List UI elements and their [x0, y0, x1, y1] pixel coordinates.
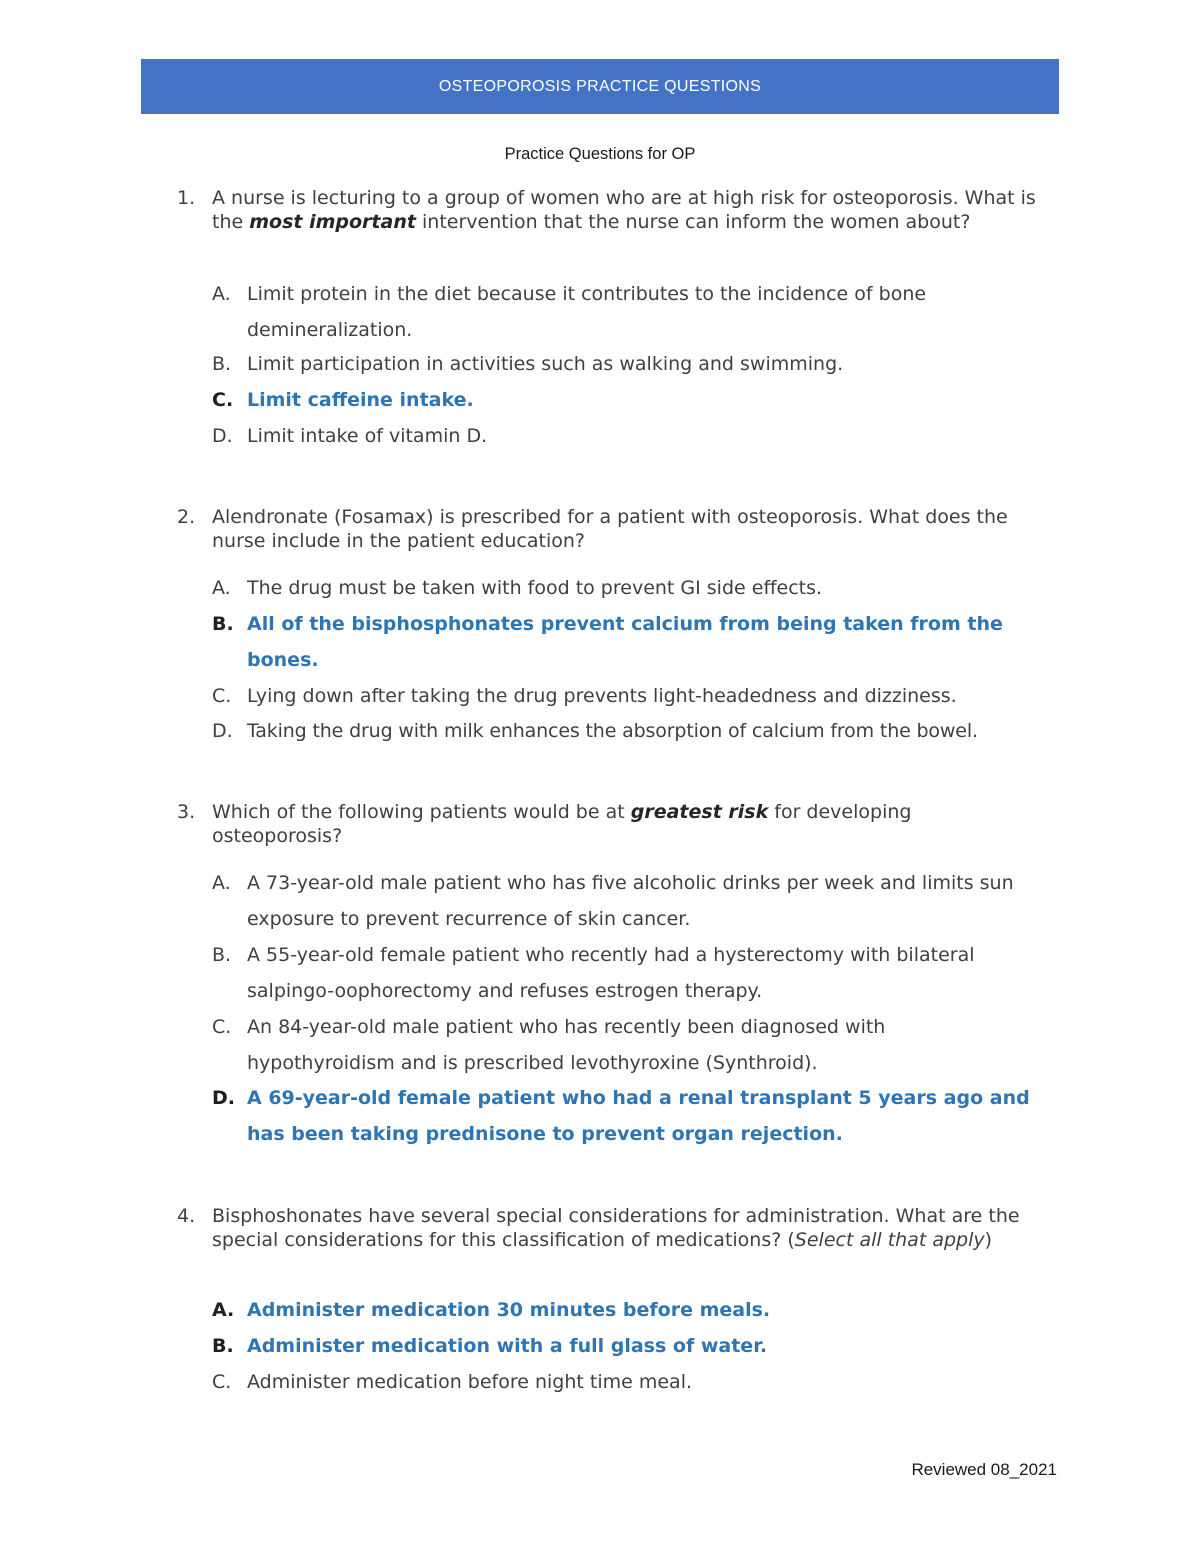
option-text: An 84-year-old male patient who has recently been diagnosed with hypothyroidism and is prescribed levothyroxine (Synthroid). — [247, 1016, 886, 1074]
option-text: A 73-year-old male patient who has five alcoholic drinks per week and limits sun exposure to prevent recurrence of skin cancer. — [247, 872, 1014, 930]
option-letter: C. — [212, 1016, 232, 1038]
header-banner — [141, 59, 1059, 114]
option-text: Administer medication before night time meal. — [247, 1371, 693, 1393]
question-number: 4. — [177, 1205, 196, 1227]
option-text: Taking the drug with milk enhances the absorption of calcium from the bowel. — [247, 720, 978, 742]
question-text — [212, 186, 1062, 234]
question-text-part: for developing osteoporosis? — [212, 801, 912, 847]
option-text: Limit participation in activities such as walking and swimming. — [247, 353, 844, 375]
option-text: Limit protein in the diet because it contributes to the incidence of bone demineralization. — [247, 283, 927, 341]
question-number: 1. — [177, 187, 196, 209]
option-letter: D. — [212, 1087, 235, 1109]
option-letter: B. — [212, 1335, 234, 1357]
option-text: Lying down after taking the drug prevents light-headedness and dizziness. — [247, 685, 957, 707]
option-letter: A. — [212, 872, 231, 894]
option-letter: B. — [212, 353, 232, 375]
option-text: The drug must be taken with food to prevent GI side effects. — [247, 577, 823, 599]
option-text: A 69-year-old female patient who had a renal transplant 5 years ago and has been taking prednisone to prevent organ rejection. — [247, 1087, 1030, 1145]
option-text: A 55-year-old female patient who recently had a hysterectomy with bilateral salpingo-oophorectomy and refuses estrogen therapy. — [247, 944, 975, 1002]
question-text — [212, 800, 992, 848]
option-letter: A. — [212, 1299, 235, 1321]
option-letter: B. — [212, 944, 232, 966]
question-text-part: A nurse is lecturing to a group of women who are at high risk for osteoporosis. What is the — [212, 187, 1036, 233]
question-text-part: ) — [984, 1229, 993, 1251]
option-letter: B. — [212, 613, 234, 635]
option-text: Administer medication 30 minutes before meals. — [247, 1299, 771, 1321]
option-letter: C. — [212, 685, 232, 707]
page-subtitle: Practice Questions for OP — [504, 145, 696, 163]
question-number: 3. — [177, 801, 196, 823]
question-text-part: Bisphoshonates have several special considerations for administration. What are the special considerations for this classification of medications? ( — [212, 1205, 1020, 1251]
option-letter: A. — [212, 283, 231, 305]
question-text-part: Which of the following patients would be at — [212, 801, 631, 823]
option-text: Administer medication with a full glass of water. — [247, 1335, 768, 1357]
question-italic-note: Select all that apply — [794, 1229, 985, 1251]
question-emphasis: most important — [249, 211, 416, 233]
question-text-part: intervention that the nurse can inform the women about? — [415, 211, 971, 233]
reviewed-date: Reviewed 08_2021 — [911, 1460, 1057, 1479]
option-letter: A. — [212, 577, 231, 599]
option-letter: C. — [212, 1371, 232, 1393]
question-text — [212, 1204, 1062, 1252]
question-number: 2. — [177, 506, 196, 528]
option-letter: D. — [212, 720, 233, 742]
banner-title: OSTEOPOROSIS PRACTICE QUESTIONS — [438, 78, 762, 95]
question-text: Alendronate (Fosamax) is prescribed for a patient with osteoporosis. What does the nurse include in the patient education? — [212, 506, 1008, 552]
option-text: All of the bisphosphonates prevent calcium from being taken from the bones. — [247, 613, 1003, 671]
option-text: Limit intake of vitamin D. — [247, 425, 488, 447]
question-emphasis: greatest risk — [630, 801, 769, 823]
option-text: Limit caffeine intake. — [247, 389, 474, 411]
option-letter: D. — [212, 425, 233, 447]
option-letter: C. — [212, 389, 234, 411]
